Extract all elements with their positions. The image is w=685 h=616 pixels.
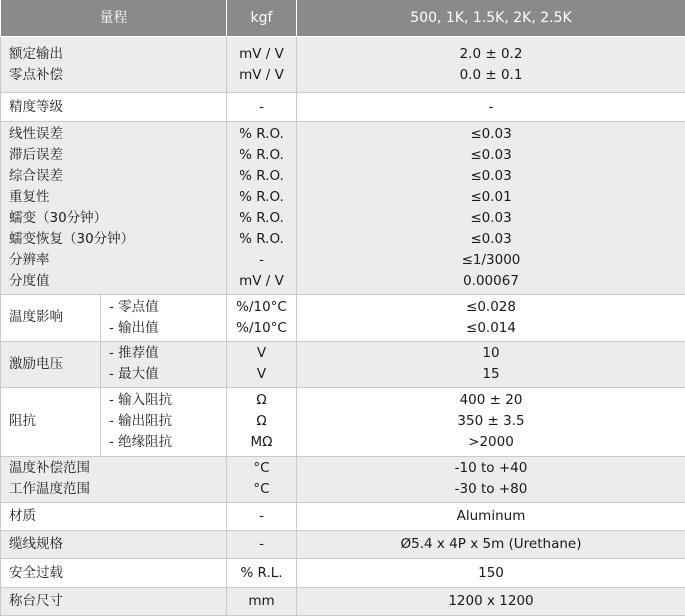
unit-resolution: -: [259, 251, 264, 268]
output-values: [297, 37, 685, 93]
value-zero-balance: 0.0 ± 0.1: [459, 66, 523, 83]
impedance-values: [297, 387, 685, 456]
value-creep-recovery: ≤0.03: [470, 230, 512, 247]
error-values: [297, 121, 685, 294]
label-impedance: 阻抗: [1, 387, 101, 456]
temperature-effect-subs: [101, 295, 227, 341]
header-label: 量程: [1, 0, 227, 37]
value-rated-output: 2.0 ± 0.2: [459, 45, 523, 62]
value-insulation-impedance: >2000: [468, 434, 514, 451]
unit-combined-error: % R.O.: [239, 167, 284, 184]
row-overload: [1, 559, 685, 587]
temp-range-values: [297, 456, 685, 502]
row-platform: [1, 587, 685, 615]
temperature-effect-units: [227, 295, 297, 341]
label-compensated-range: 温度补偿范围: [9, 460, 90, 477]
value-overload: 150: [297, 559, 685, 587]
excitation-values: [297, 341, 685, 387]
label-platform: 称台尺寸: [1, 587, 227, 615]
unit-platform: mm: [227, 587, 297, 615]
label-combined-error: 综合误差: [9, 167, 63, 184]
unit-operating-range: °C: [253, 481, 270, 498]
value-combined-error: ≤0.03: [470, 167, 512, 184]
row-temp-range: [1, 456, 685, 502]
label-hysteresis: 滞后误差: [9, 146, 63, 163]
unit-input-impedance: Ω: [256, 392, 267, 409]
excitation-subs: [101, 341, 227, 387]
row-excitation: [1, 341, 685, 387]
value-output-impedance: 350 ± 3.5: [457, 413, 525, 430]
impedance-units: [227, 387, 297, 456]
unit-cable: -: [227, 531, 297, 559]
unit-material: -: [227, 502, 297, 530]
error-labels: [1, 121, 227, 294]
temp-range-labels: [1, 456, 227, 502]
unit-creep-recovery: % R.O.: [239, 230, 284, 247]
unit-division-value: mV / V: [239, 272, 284, 289]
value-division-value: 0.00067: [463, 272, 519, 289]
unit-accuracy: -: [227, 93, 297, 121]
value-compensated-range: -10 to +40: [454, 460, 528, 477]
value-temp-zero: ≤0.028: [466, 298, 516, 315]
label-material: 材质: [1, 502, 227, 530]
unit-temp-zero: %/10°C: [236, 298, 287, 315]
label-creep: 蠕变（30分钟）: [9, 209, 108, 226]
value-creep: ≤0.03: [470, 209, 512, 226]
sub-input-impedance: - 输入阻抗: [109, 392, 173, 409]
label-excitation: 激励电压: [1, 341, 101, 387]
unit-recommended: V: [256, 345, 267, 362]
temperature-effect-values: [297, 295, 685, 341]
value-cable: Ø5.4 x 4P x 5m (Urethane): [297, 531, 685, 559]
output-labels: [1, 37, 227, 93]
value-resolution: ≤1/3000: [461, 251, 521, 268]
row-impedance: [1, 387, 685, 456]
label-resolution: 分辨率: [9, 251, 50, 268]
unit-rated-output: mV / V: [239, 45, 284, 62]
unit-linearity: % R.O.: [239, 125, 284, 142]
value-operating-range: -30 to +80: [454, 481, 528, 498]
unit-maximum: V: [256, 366, 267, 383]
row-temperature-effect: [1, 295, 685, 341]
row-material: [1, 502, 685, 530]
value-hysteresis: ≤0.03: [470, 146, 512, 163]
sub-output-value: - 输出值: [109, 319, 159, 336]
unit-creep: % R.O.: [239, 209, 284, 226]
sub-maximum: - 最大值: [109, 366, 159, 383]
unit-overload: % R.L.: [227, 559, 297, 587]
label-temperature-effect: 温度影响: [1, 295, 101, 341]
label-rated-output: 额定输出: [9, 45, 63, 62]
label-accuracy: 精度等级: [1, 93, 227, 121]
label-repeatability: 重复性: [9, 188, 50, 205]
label-zero-balance: 零点补偿: [9, 66, 63, 83]
unit-hysteresis: % R.O.: [239, 146, 284, 163]
sub-insulation-impedance: - 绝缘阻抗: [109, 434, 173, 451]
sub-zero-value: - 零点值: [109, 298, 159, 315]
value-temp-output: ≤0.014: [466, 319, 516, 336]
unit-output-impedance: Ω: [256, 413, 267, 430]
temp-range-units: [227, 456, 297, 502]
unit-repeatability: % R.O.: [239, 188, 284, 205]
value-recommended: 10: [482, 345, 500, 362]
header-value: 500, 1K, 1.5K, 2K, 2.5K: [297, 0, 685, 37]
unit-zero-balance: mV / V: [239, 66, 284, 83]
value-accuracy: -: [297, 93, 685, 121]
row-errors: [1, 121, 685, 294]
sub-output-impedance: - 输出阻抗: [109, 413, 173, 430]
value-platform: 1200 x 1200: [297, 587, 685, 615]
value-material: Aluminum: [297, 502, 685, 530]
unit-insulation-impedance: MΩ: [250, 434, 273, 451]
label-overload: 安全过载: [1, 559, 227, 587]
impedance-subs: [101, 387, 227, 456]
row-output: [1, 37, 685, 93]
value-repeatability: ≤0.01: [470, 188, 512, 205]
header-row: [1, 0, 685, 37]
label-cable: 缆线规格: [1, 531, 227, 559]
value-input-impedance: 400 ± 20: [459, 392, 523, 409]
row-cable: [1, 531, 685, 559]
sub-recommended: - 推荐值: [109, 345, 159, 362]
unit-temp-output: %/10°C: [236, 319, 287, 336]
unit-compensated-range: °C: [253, 460, 270, 477]
label-creep-recovery: 蠕变恢复（30分钟）: [9, 230, 135, 247]
label-division-value: 分度值: [9, 272, 50, 289]
excitation-units: [227, 341, 297, 387]
row-accuracy: [1, 93, 685, 121]
error-units: [227, 121, 297, 294]
label-linearity: 线性误差: [9, 125, 63, 142]
header-unit: kgf: [227, 0, 297, 37]
label-operating-range: 工作温度范围: [9, 481, 90, 498]
value-maximum: 15: [482, 366, 500, 383]
value-linearity: ≤0.03: [470, 125, 512, 142]
output-units: [227, 37, 297, 93]
